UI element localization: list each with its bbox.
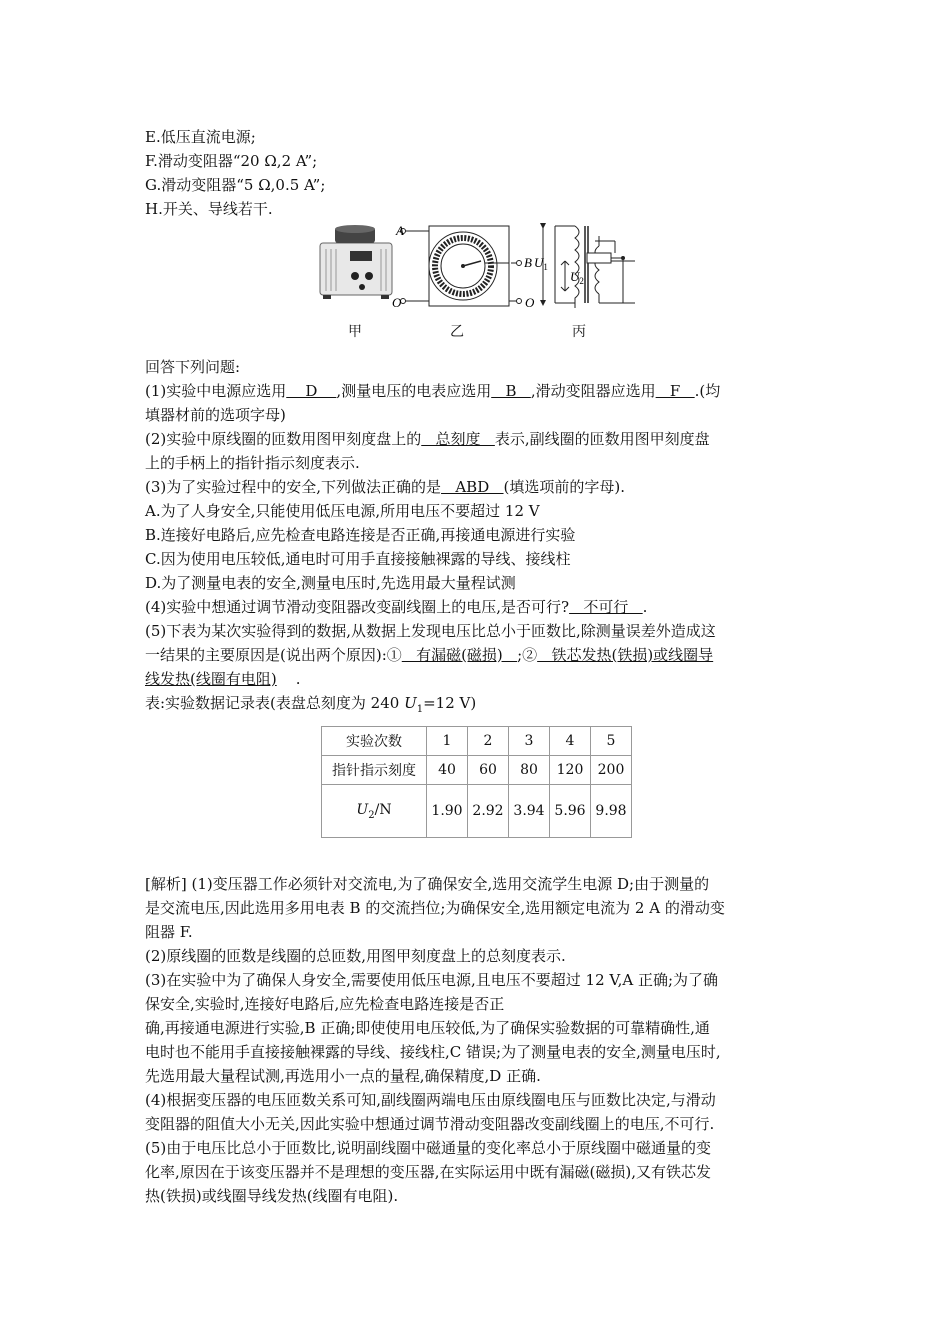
answer-2: 总刻度 <box>421 430 495 448</box>
analysis-line: 保安全,实验时,连接好电路后,应先检查电路连接是否正 <box>145 995 505 1013</box>
question-5-cont2: 线发热(线圈有电阻) . <box>145 670 301 688</box>
question-2: (2)实验中原线圈的匝数用图甲刻度盘上的 总刻度 表示,副线圈的匝数用图甲刻度盘 <box>145 430 710 448</box>
analysis-line: (5)由于电压比总小于匝数比,说明副线圈中磁通量的变化率总小于原线圈中磁通量的变 <box>145 1139 712 1157</box>
question-5-cont: 一结果的主要原因是(说出两个原因):① 有漏磁(磁损) ;② 铁芯发热(铁损)或线圈导 <box>145 646 714 664</box>
question-2-cont: 上的手柄上的指针指示刻度表示. <box>145 454 360 472</box>
question-3-option-c: C.因为使用电压较低,通电时可用手直接接触裸露的导线、接线柱 <box>145 550 571 568</box>
data-table <box>321 726 632 838</box>
analysis-line: (2)原线圈的匝数是线圈的总匝数,用图甲刻度盘上的总刻度表示. <box>145 947 566 965</box>
answer-5-reason-2: 铁芯发热(铁损)或线圈导 <box>537 646 714 664</box>
question-5: (5)下表为某次实验得到的数据,从数据上发现电压比总小于匝数比,除测量误差外造成这 <box>145 622 716 640</box>
variac-device-icon <box>320 225 392 299</box>
option-e: E.低压直流电源; <box>145 128 256 146</box>
document-page <box>145 125 815 1208</box>
question-1-cont: 填器材前的选项字母) <box>145 406 286 424</box>
answer-1-meter: B <box>491 382 531 400</box>
answer-3: ABD <box>441 478 504 496</box>
label-u2: $U_2$ <box>570 269 584 286</box>
analysis-line: (4)根据变压器的电压匝数关系可知,副线圈两端电压由原线圈电压与匝数比决定,与滑动 <box>145 1091 716 1109</box>
label-a: A <box>396 223 404 238</box>
label-o-right: O <box>525 295 535 310</box>
question-4: (4)实验中想通过调节滑动变阻器改变副线圈上的电压,是否可行? 不可行 . <box>145 598 648 616</box>
analysis-line: (3)在实验中为了确保人身安全,需要使用低压电源,且电压不要超过 12 V,A 正确;为了确 <box>145 971 719 989</box>
caption-jia: 甲 <box>348 324 362 340</box>
label-b: B <box>524 255 532 270</box>
table-row: $U_2/N$ 1.90 2.92 3.94 5.96 9.98 <box>322 785 632 838</box>
caption-bing: 丙 <box>572 324 586 340</box>
analysis-line: 确,再接通电源进行实验,B 正确;即使使用电压较低,为了确保实验数据的可靠精确性,通 <box>145 1019 710 1037</box>
option-g: G.滑动变阻器“5 Ω,0.5 A”; <box>145 176 326 194</box>
analysis-line: 先选用最大量程试测,再选用小一点的量程,确保精度,D 正确. <box>145 1067 541 1085</box>
question-3-option-a: A.为了人身安全,只能使用低压电源,所用电压不要超过 12 V <box>145 502 540 520</box>
question-3-option-d: D.为了测量电表的安全,测量电压时,先选用最大量程试测 <box>145 574 516 592</box>
answer-1-rheostat: F <box>655 382 695 400</box>
analysis-line: 电时也不能用手直接接触裸露的导线、接线柱,C 错误;为了测量电表的安全,测量电压时, <box>145 1043 721 1061</box>
table-caption: 表:实验数据记录表(表盘总刻度为 240 $U_1=12$ V) <box>145 694 477 715</box>
option-h: H.开关、导线若干. <box>145 200 273 218</box>
analysis-line: 化率,原因在于该变压器并不是理想的变压器,在实际运用中既有漏磁(磁损),又有铁芯发 <box>145 1163 712 1181</box>
analysis-line: 阻器 F. <box>145 923 193 941</box>
table-row: 指针指示刻度 40 60 80 120 200 <box>322 756 632 785</box>
table-header-scale: 指针指示刻度 <box>322 756 427 785</box>
transformer-diagram <box>145 221 815 341</box>
question-3: (3)为了实验过程中的安全,下列做法正确的是 ABD (填选项前的字母). <box>145 478 626 496</box>
table-header-trial: 实验次数 <box>322 727 427 756</box>
question-1: (1)实验中电源应选用 D ,测量电压的电表应选用 B ,滑动变阻器应选用 F .(均 <box>145 382 721 400</box>
analysis-line: 热(铁损)或线圈导线发热(线圈有电阻). <box>145 1187 399 1205</box>
analysis-line: 是交流电压,因此选用多用电表 B 的交流挡位;为确保安全,选用额定电流为 2 A 的滑动变 <box>145 899 725 917</box>
caption-yi: 乙 <box>450 324 464 340</box>
experiment-figure <box>145 221 815 341</box>
table-header-u2: $U_2/N$ <box>322 785 427 838</box>
answer-1-source: D <box>286 382 337 400</box>
label-o-left: O <box>392 295 402 310</box>
analysis-line: [解析] (1)变压器工作必须针对交流电,为了确保安全,选用交流学生电源 D;由于测量的 <box>145 875 710 893</box>
option-f: F.滑动变阻器“20 Ω,2 A”; <box>145 152 318 170</box>
toroid-coil-icon <box>401 226 522 306</box>
table-row: 实验次数 1 2 3 4 5 <box>322 727 632 756</box>
question-intro: 回答下列问题: <box>145 358 241 376</box>
answer-4: 不可行 <box>569 598 643 616</box>
transformer-circuit-icon <box>543 226 635 308</box>
answer-5-reason-1: 有漏磁(磁损) <box>401 646 518 664</box>
question-3-option-b: B.连接好电路后,应先检查电路连接是否正确,再接通电源进行实验 <box>145 526 576 544</box>
analysis-line: 变阻器的阻值大小无关,因此实验中想通过调节滑动变阻器改变副线圈上的电压,不可行. <box>145 1115 715 1133</box>
label-u1: $U_1$ <box>534 255 548 272</box>
